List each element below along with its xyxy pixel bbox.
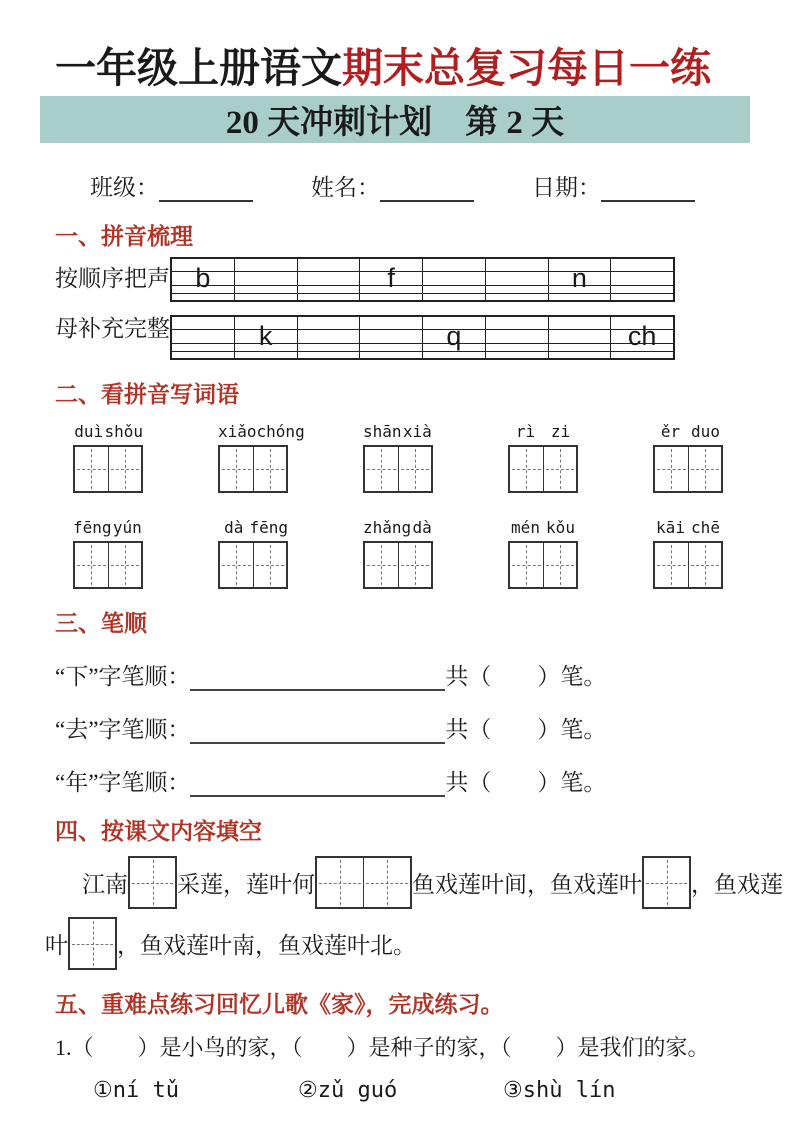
- word-group: [363, 421, 433, 493]
- question-1-options: [93, 1078, 793, 1103]
- pinyin-label: [508, 517, 578, 541]
- initials-cell: [360, 259, 423, 300]
- word-group: [653, 517, 723, 589]
- pinyin-label: [73, 421, 143, 445]
- pinyin-syllable: fēng: [249, 518, 288, 538]
- name-field: [311, 169, 474, 202]
- tianzige-cell: [688, 447, 722, 491]
- pinyin-syllable: yún: [112, 518, 142, 538]
- pinyin-syllable: dà: [412, 518, 432, 538]
- stroke-order-label: “年”字笔顺：: [55, 770, 191, 796]
- fill-blank-line-1: [82, 856, 793, 909]
- writing-box: [363, 445, 433, 493]
- section5-heading: 五、重难点练习回忆儿歌《家》，完成练习。: [55, 992, 504, 1018]
- initials-cell: [172, 317, 235, 358]
- tianzige-cell: [543, 447, 577, 491]
- initials-cell: [235, 317, 298, 358]
- pinyin-label: [653, 517, 723, 541]
- plan-banner: [40, 96, 750, 143]
- pinyin-label: [363, 421, 433, 445]
- date-field: [532, 169, 695, 202]
- initials-grid-row2: [170, 315, 675, 360]
- stroke-count-text: 共（ ）笔。: [445, 770, 607, 796]
- question-1-text: 1.（ ）是小鸟的家，（ ）是种子的家，（ ）是我们的家。: [55, 1035, 710, 1061]
- pinyin-syllable: mén: [511, 518, 540, 538]
- stroke-count-text: 共（ ）笔。: [445, 717, 607, 743]
- stroke-count-text: 共（ ）笔。: [445, 664, 607, 690]
- pinyin-syllable: dà: [224, 518, 244, 538]
- name-blank-line: [380, 176, 474, 202]
- tianzige-cell: [510, 543, 543, 587]
- grid-line: [172, 343, 673, 344]
- stroke-order-line: [55, 658, 793, 691]
- pinyin-syllable: chē: [691, 518, 720, 538]
- section1-instruction-line2: 母补充完整: [55, 316, 170, 342]
- tianzige-cell: [253, 447, 287, 491]
- section1-instruction: [55, 257, 170, 360]
- pinyin-syllable: duì: [74, 422, 104, 442]
- initial-letter: q: [446, 320, 462, 351]
- pinyin-label: [508, 421, 578, 445]
- tianzige-cell: [365, 543, 398, 587]
- writing-box: [73, 541, 143, 589]
- pinyin-syllable: kāi: [656, 518, 685, 538]
- initial-letter: f: [387, 262, 395, 293]
- initials-cell: [549, 259, 612, 300]
- tianzige-cell: [655, 543, 688, 587]
- fill-blank-line-2: [45, 917, 793, 970]
- tianzige-cell: [220, 447, 253, 491]
- title-topic-part: 期末总复习每日一练: [342, 45, 711, 91]
- grid-line: [172, 329, 673, 330]
- tianzige-cell: [130, 858, 175, 907]
- stroke-order-blank: [190, 718, 445, 744]
- grid-line: [172, 271, 673, 272]
- initial-letter: b: [195, 262, 211, 293]
- tianzige-cell: [75, 543, 108, 587]
- poem-text: 叶: [45, 933, 68, 959]
- tianzige-cell: [655, 447, 688, 491]
- section4-heading: 四、按课文内容填空: [55, 819, 262, 845]
- writing-box: [508, 445, 578, 493]
- initials-cell: [611, 259, 673, 300]
- initials-cell: [298, 259, 361, 300]
- poem-text: ，鱼戏莲: [691, 872, 783, 898]
- pinyin-syllable: shān: [363, 422, 402, 442]
- section3-heading: 三、笔顺: [55, 611, 147, 637]
- poem-text: ，鱼戏莲叶南，鱼戏莲叶北。: [117, 933, 416, 959]
- stroke-order-line: [55, 764, 793, 797]
- title-grade-part: 一年级上册语文: [55, 45, 342, 91]
- option-1: ①ní tǔ: [93, 1078, 179, 1104]
- grid-line: [172, 293, 673, 294]
- initials-cell: [235, 259, 298, 300]
- initial-letter: k: [258, 320, 273, 351]
- pinyin-label: [653, 421, 723, 445]
- pinyin-syllable: xià: [402, 422, 432, 442]
- grid-line: [172, 351, 673, 352]
- pinyin-syllable: xiǎo: [218, 422, 257, 442]
- tianzige-cell: [220, 543, 253, 587]
- initials-cell: [360, 317, 423, 358]
- writing-box: [363, 541, 433, 589]
- student-fields-row: [90, 169, 793, 202]
- poem-text: 采莲，莲叶何: [177, 872, 315, 898]
- initial-letter: ch: [627, 320, 657, 351]
- pinyin-label: [73, 517, 143, 541]
- writing-box: [653, 541, 723, 589]
- initials-grids: [170, 257, 675, 360]
- section1-heading: 一、拼音梳理: [55, 224, 193, 250]
- initials-cell: [486, 317, 549, 358]
- plan-banner-text: 20 天冲刺计划 第 2 天: [225, 105, 565, 142]
- pinyin-syllable: duo: [691, 422, 720, 442]
- pinyin-syllable: rì: [515, 422, 536, 442]
- pinyin-syllable: chóng: [256, 422, 305, 442]
- writing-box: [218, 445, 288, 493]
- class-label: 班级：: [90, 175, 159, 201]
- initials-cell: [172, 259, 235, 300]
- fill-box: [642, 856, 691, 909]
- tianzige-cell: [253, 543, 287, 587]
- tianzige-cell: [543, 543, 577, 587]
- stroke-order-blank: [190, 771, 445, 797]
- fill-box: [68, 917, 117, 970]
- pinyin-label: [218, 517, 288, 541]
- grid-line: [172, 285, 673, 286]
- pinyin-syllable: zi: [550, 422, 571, 442]
- name-label: 姓名：: [311, 175, 380, 201]
- stroke-order-label: “去”字笔顺：: [55, 717, 191, 743]
- word-group: [653, 421, 723, 493]
- pinyin-syllable: fēng: [73, 518, 112, 538]
- tianzige-cell: [398, 543, 432, 587]
- option-3: ③shù lín: [503, 1078, 616, 1104]
- section1-body: [55, 257, 793, 360]
- initials-cell: [298, 317, 361, 358]
- word-row-2: [73, 517, 793, 589]
- tianzige-cell: [75, 447, 108, 491]
- writing-box: [653, 445, 723, 493]
- tianzige-cell: [363, 858, 410, 907]
- initial-letter: n: [571, 262, 587, 293]
- pinyin-syllable: shǒu: [104, 422, 143, 442]
- section1-instruction-line1: 按顺序把声: [55, 266, 170, 292]
- word-group: [508, 421, 578, 493]
- pinyin-syllable: kǒu: [546, 518, 575, 538]
- fill-box: [128, 856, 177, 909]
- pinyin-label: [363, 517, 433, 541]
- page-title: [0, 0, 793, 91]
- fill-box: [315, 856, 412, 909]
- option-2: ②zǔ guó: [298, 1078, 398, 1104]
- tianzige-cell: [108, 447, 142, 491]
- writing-box: [73, 445, 143, 493]
- initials-cell: [423, 317, 486, 358]
- tianzige-cell: [70, 919, 115, 968]
- initials-grid-row1: [170, 257, 675, 302]
- writing-box: [508, 541, 578, 589]
- word-group: [508, 517, 578, 589]
- tianzige-cell: [688, 543, 722, 587]
- poem-text: 江南: [82, 872, 128, 898]
- word-row-1: [73, 421, 793, 493]
- tianzige-cell: [108, 543, 142, 587]
- word-group: [218, 517, 288, 589]
- pinyin-syllable: ěr: [660, 422, 681, 442]
- tianzige-cell: [644, 858, 689, 907]
- tianzige-cell: [317, 858, 363, 907]
- tianzige-cell: [398, 447, 432, 491]
- stroke-order-label: “下”字笔顺：: [55, 664, 191, 690]
- writing-box: [218, 541, 288, 589]
- initials-cell: [549, 317, 612, 358]
- class-blank-line: [159, 176, 253, 202]
- date-blank-line: [601, 176, 695, 202]
- class-field: [90, 169, 253, 202]
- tianzige-cell: [510, 447, 543, 491]
- word-group: [218, 421, 305, 493]
- date-label: 日期：: [532, 175, 601, 201]
- word-group: [73, 517, 143, 589]
- poem-text: 鱼戏莲叶间，鱼戏莲叶: [412, 872, 642, 898]
- initials-cell: [611, 317, 673, 358]
- section2-heading: 二、看拼音写词语: [55, 382, 239, 408]
- initials-cell: [486, 259, 549, 300]
- tianzige-cell: [365, 447, 398, 491]
- word-group: [73, 421, 143, 493]
- word-group: [363, 517, 433, 589]
- stroke-order-blank: [190, 665, 445, 691]
- pinyin-syllable: zhǎng: [363, 518, 412, 538]
- pinyin-label: [218, 421, 305, 445]
- stroke-order-line: [55, 711, 793, 744]
- initials-cell: [423, 259, 486, 300]
